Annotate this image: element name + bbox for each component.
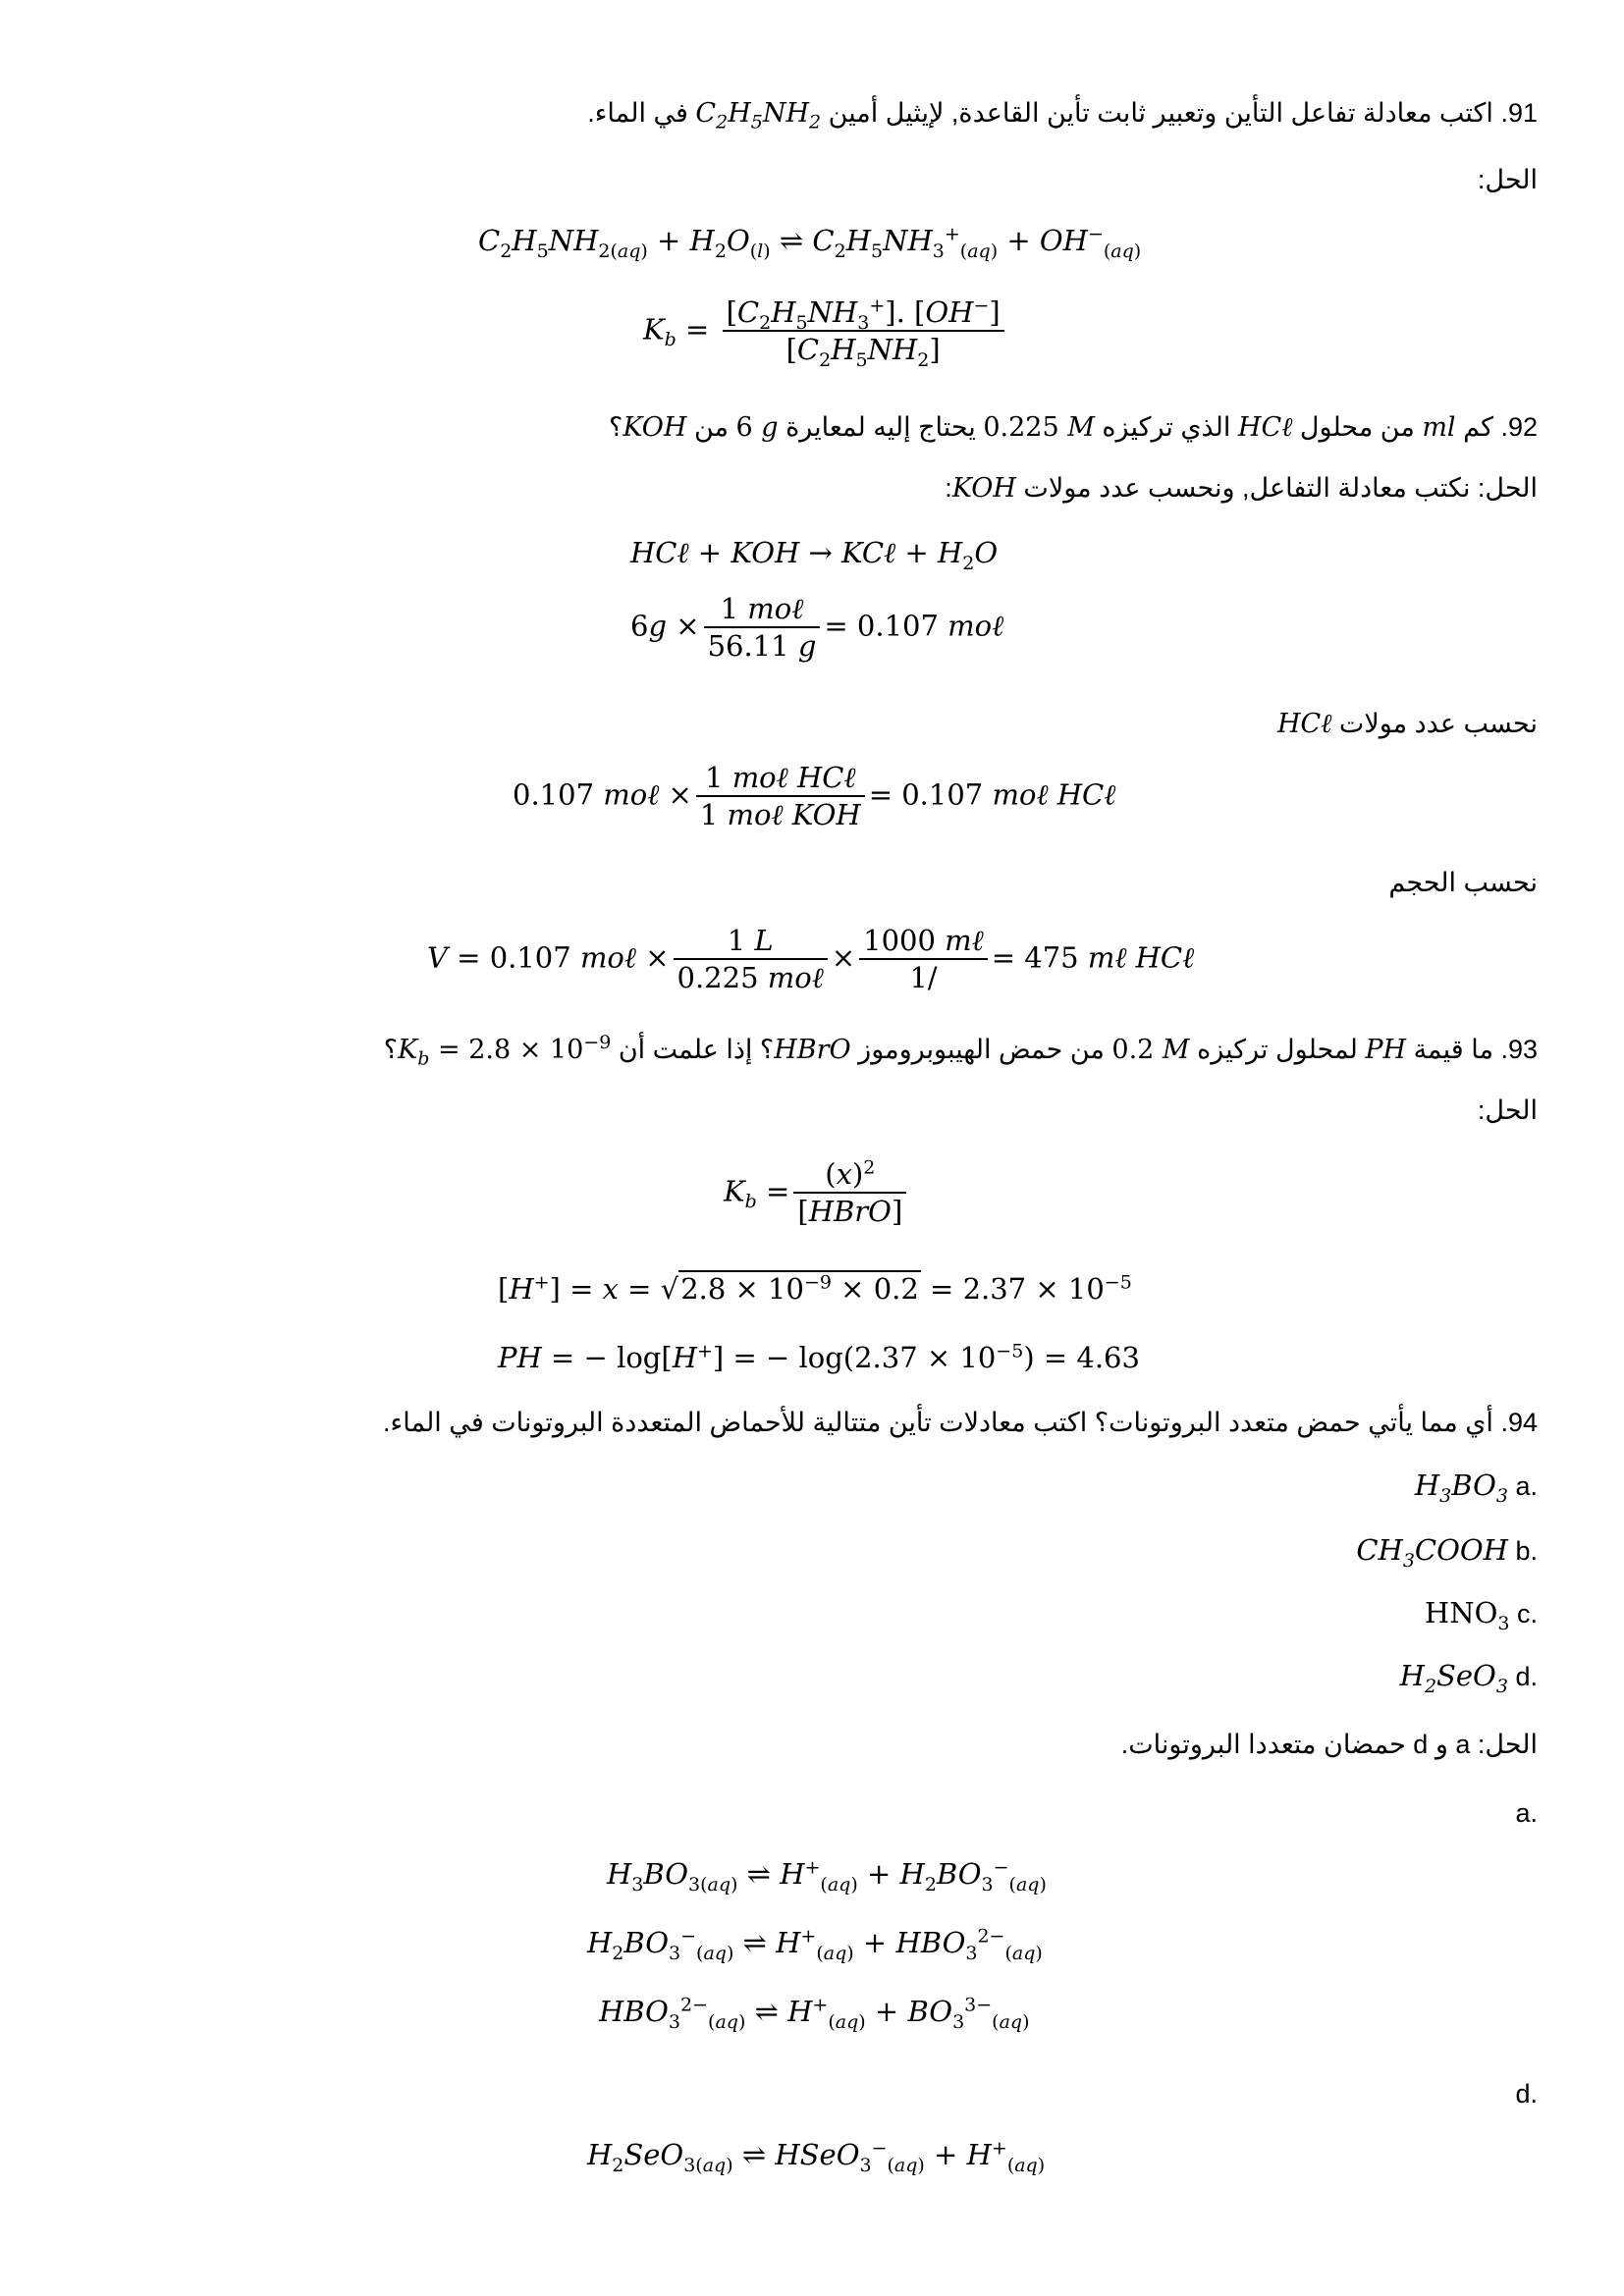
option-letter: .a: [1515, 1471, 1538, 1501]
question-text-3: من حمض الهيبوبروموز: [858, 1035, 1105, 1064]
option-letter: .b: [1515, 1536, 1538, 1566]
option-a: [1414, 1468, 1538, 1507]
equation-moles-hcl: 0.107 moℓ × $\frac{\text{1 moℓ HCℓ}}{\text{1 moℓ KOH}}$ = 0.107 moℓ HCℓ: [513, 761, 1116, 832]
part-d-label: .d: [1515, 2079, 1538, 2109]
question-text-1: ما قيمة: [1413, 1035, 1493, 1064]
question-number: 94.: [1500, 1408, 1538, 1437]
formula-koh: KOH: [951, 473, 1016, 504]
question-text-1: كم: [1463, 412, 1493, 442]
formula-hbro: HBrO: [774, 1035, 851, 1065]
label-volume: نحسب الحجم: [1388, 868, 1538, 897]
option-c: [1424, 1596, 1538, 1634]
formula-hcl: HCℓ: [1276, 709, 1332, 739]
equation-h-concentration: $[H^+] = x = √2.8 \times 10^{-9} \times 0.2 = 2.37 \times 10^{-5}$: [498, 1271, 1132, 1306]
question-text-4: ؟ إذا علمت أن: [618, 1035, 775, 1064]
question-mark: ؟: [608, 412, 623, 442]
question-93: [383, 1032, 1538, 1070]
equation-kb-expression: $K_b$ = $\frac{[C_2H_5NH_3^+]. [OH^-]}{[C_2H_5NH_2]}$: [643, 294, 1008, 368]
question-text-end: في الماء.: [587, 98, 688, 128]
kb-value: $K_b = 2.8 \times 10^{-9}$: [398, 1032, 612, 1070]
concentration: 0.2 M: [1111, 1035, 1190, 1065]
option-letter: .c: [1516, 1599, 1538, 1629]
question-91: [587, 98, 1538, 133]
label-moles-hcl: [1277, 709, 1538, 739]
question-text-5: من: [693, 412, 729, 442]
equation-h2seo3-step1: $H_2SeO_{3(aq)}$ ⇌ HSeO$_3$−$_{(aq)}$ + $H^+_{(aq)}$: [587, 2137, 1046, 2176]
formula-ch3cooh: $CH_3COOH$: [1356, 1533, 1508, 1572]
concentration: 0.225 M: [983, 412, 1095, 443]
question-text: أي مما يأتي حمض متعدد البروتونات؟ اكتب معادلات تأين متتالية للأحماض المتعددة البروتونات في الماء.: [383, 1408, 1493, 1437]
mass-koh: 6 g: [735, 412, 779, 443]
formula-h2seo3: $H_2SeO_3$: [1399, 1659, 1508, 1697]
formula-h3bo3: $H_3BO_3$: [1414, 1468, 1508, 1507]
question-text-4: يحتاج إليه لمعايرة: [785, 412, 976, 442]
equation-neutralization: HCℓ + KOH → KCℓ + $H_2O$: [630, 536, 999, 574]
symbol-ph: PH: [1365, 1035, 1407, 1065]
solution-92: الحل: نكتب معادلة التفاعل, ونحسب عدد مولات KOH:: [945, 473, 1538, 504]
formula-hno3: $HNO_3$: [1424, 1596, 1510, 1634]
formula-koh: KOH: [623, 412, 687, 443]
equation-volume: V = 0.107 moℓ × $\frac{1 L}{\text{0.225 moℓ}}$ × $\frac{\text{1000 mℓ}}{1/}$ = 475 mℓ HCℓ: [427, 924, 1195, 995]
part-a-label: .a: [1515, 1798, 1538, 1828]
question-92: [609, 412, 1538, 443]
question-text-2: لمحلول تركيزه: [1197, 1035, 1358, 1064]
formula-ethylamine: $C_2H_5NH_2$: [695, 98, 822, 133]
question-text-3: الذي تركيزه: [1102, 412, 1231, 442]
equation-h3bo3-step3: $HBO_3^{2-}_{(aq)}$ ⇌ $H^+_{(aq)} + BO_3^{3-}_{(aq)}$: [599, 1994, 1030, 2033]
solution-text: الحل: نكتب معادلة التفاعل, ونحسب عدد مولات: [1023, 473, 1538, 503]
solution-label: الحل:: [1477, 1095, 1538, 1125]
equation-h3bo3-step1: $H_3BO_{3(aq)}$ ⇌ $H^+_{(aq)} + H_2BO_3^-_{(aq)}$: [607, 1856, 1047, 1896]
question-text-2: من محلول: [1299, 412, 1415, 442]
solution-94: الحل: a و d حمضان متعددا البروتونات.: [1120, 1730, 1538, 1759]
option-letter: .d: [1515, 1662, 1538, 1691]
question-number: 91.: [1500, 98, 1538, 128]
question-text: اكتب معادلة تفاعل التأين وتعبير ثابت تأين القاعدة, لإيثيل أمين: [828, 98, 1493, 128]
equation-ionization-ethylamine: $C_2H_5NH_{2(aq)} + H_2O_{(l)}$ ⇌ $C_2H_5NH_3^+_{(aq)} + OH^-_{(aq)}$: [478, 223, 1142, 262]
option-b: [1356, 1533, 1538, 1572]
question-94: [383, 1408, 1538, 1438]
equation-h3bo3-step2: $H_2BO_3^-_{(aq)}$ ⇌ $H^+_{(aq)} + HBO_3^{2-}_{(aq)}$: [587, 1925, 1043, 1964]
equation-moles-koh: 6g × $\frac{\text{1 moℓ}}{56.11 g}$ = 0.107 moℓ: [630, 592, 1004, 664]
solution-label: الحل:: [1477, 165, 1538, 194]
question-number: 93.: [1500, 1035, 1538, 1064]
label-text: نحسب عدد مولات: [1338, 709, 1538, 738]
question-number: 92.: [1500, 412, 1538, 442]
option-d: [1399, 1659, 1538, 1697]
formula-hcl: HCℓ: [1237, 412, 1293, 443]
unit-ml: ml: [1422, 412, 1456, 443]
equation-ph: PH = − log[H+] = − $\log(2.37 \times 10^{-5}) = 4.63$: [498, 1340, 1140, 1374]
question-mark: ؟: [383, 1035, 399, 1064]
equation-kb-hbro: $K_b$ = $\frac{(x)^2}{\text{[HBrO]}}$: [724, 1156, 910, 1230]
